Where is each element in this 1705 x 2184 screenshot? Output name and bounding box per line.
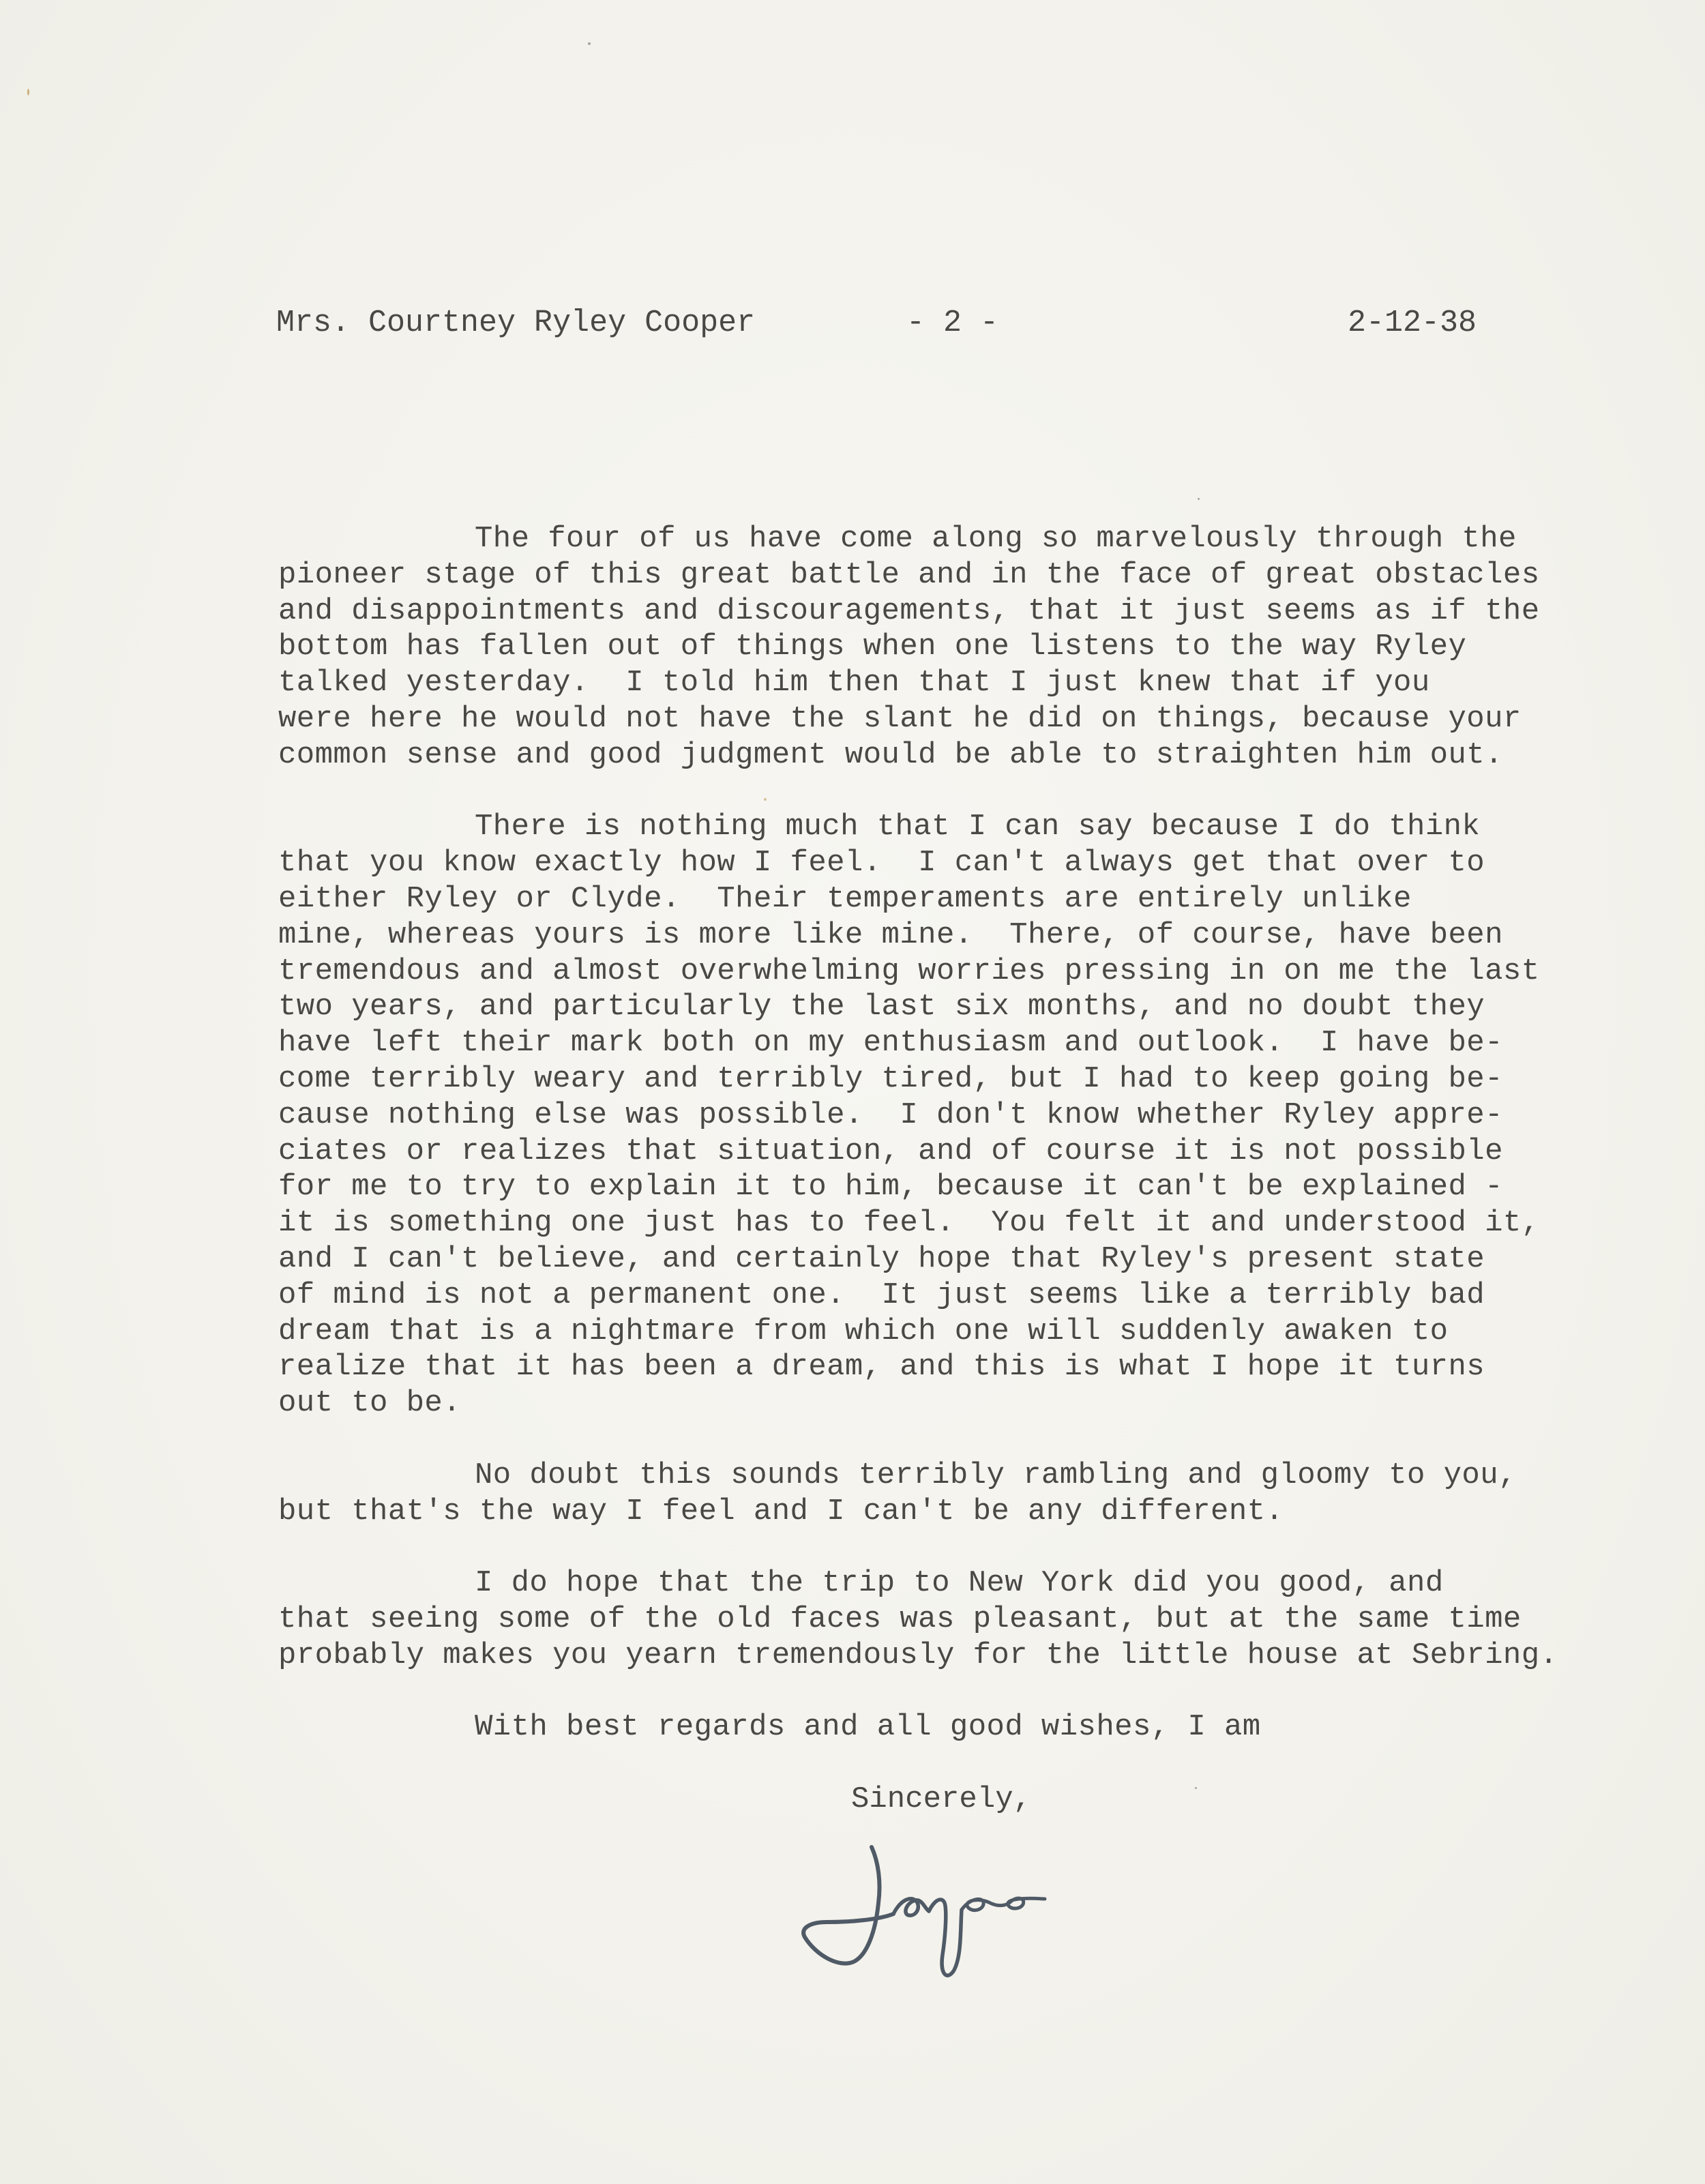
paper-speck	[588, 42, 591, 45]
paragraph-line: I do hope that the trip to New York did you good, and	[475, 1566, 1444, 1601]
paragraph-line: and I can't believe, and certainly hope that Ryley's present state	[278, 1241, 1485, 1276]
paragraph-line: that you know exactly how I feel. I can't always get that over to	[278, 846, 1485, 881]
paragraph-line: There is nothing much that I can say because I do think	[475, 810, 1481, 844]
closing-regards: With best regards and all good wishes, I am	[475, 1710, 1261, 1744]
paragraph-line: and disappointments and discouragements, that it just seems as if the	[278, 593, 1540, 628]
header-date: 2-12-38	[1347, 306, 1477, 340]
paragraph-line: probably makes you yearn tremendously for the little house at Sebring.	[278, 1638, 1558, 1672]
paragraph-line: common sense and good judgment would be able to straighten him out.	[278, 737, 1503, 772]
paragraph-line: dream that is a nightmare from which one will suddenly awaken to	[278, 1314, 1449, 1348]
paragraph-line: but that's the way I feel and I can't be any different.	[278, 1494, 1284, 1529]
paragraph-line: No doubt this sounds terribly rambling and gloomy to you,	[475, 1458, 1517, 1492]
paragraph-line: realize that it has been a dream, and this is what I hope it turns	[278, 1350, 1485, 1385]
closing-regards-block	[278, 1709, 1261, 1745]
letter-header	[276, 304, 1477, 345]
valediction: Sincerely,	[851, 1782, 1032, 1816]
paper-speck	[1195, 1787, 1197, 1789]
letter-body	[278, 521, 1558, 1709]
paragraph-line: for me to try to explain it to him, because it can't be explained -	[278, 1170, 1503, 1205]
header-page-number: - 2 -	[906, 306, 999, 340]
paragraph-line: either Ryley or Clyde. Their temperaments are entirely unlike	[278, 881, 1412, 916]
paragraph-line: have left their mark both on my enthusiasm and outlook. I have be-	[278, 1026, 1503, 1061]
paragraph-line: were here he would not have the slant he did on things, because your	[278, 701, 1522, 736]
paragraph-line: it is something one just has to feel. You felt it and understood it,	[278, 1206, 1540, 1241]
paper-speck	[764, 798, 767, 801]
paragraph	[278, 1458, 1547, 1530]
header-recipient: Mrs. Courtney Ryley Cooper	[276, 306, 756, 340]
paragraph	[278, 521, 1547, 773]
paragraph-line: come terribly weary and terribly tired, but I had to keep going be-	[278, 1061, 1503, 1096]
paragraph	[278, 809, 1547, 1421]
paragraph-line: of mind is not a permanent one. It just seems like a terribly bad	[278, 1278, 1485, 1312]
paper-speck	[27, 89, 29, 95]
handwritten-signature	[791, 1835, 1050, 1985]
paragraph-line: two years, and particularly the last six months, and no doubt they	[278, 990, 1485, 1024]
paragraph-line: out to be.	[278, 1386, 462, 1421]
paragraph-line: pioneer stage of this great battle and in the face of great obstacles	[278, 557, 1540, 592]
paragraph-line: bottom has fallen out of things when one listens to the way Ryley	[278, 630, 1467, 664]
paragraph-line: The four of us have come along so marvelously through the	[475, 522, 1517, 556]
paragraph-line: ciates or realizes that situation, and of course it is not possible	[278, 1134, 1503, 1168]
paragraph-line: mine, whereas yours is more like mine. There, of course, have been	[278, 917, 1503, 952]
paragraph-line: that seeing some of the old faces was pleasant, but at the same time	[278, 1602, 1522, 1636]
paragraph-line: talked yesterday. I told him then that I just knew that if you	[278, 666, 1430, 700]
paragraph-line: cause nothing else was possible. I don't know whether Ryley appre-	[278, 1097, 1503, 1132]
paper-speck	[1198, 498, 1200, 500]
paragraph	[278, 1565, 1558, 1673]
paragraph-line: tremendous and almost overwhelming worries pressing in on me the last	[278, 954, 1540, 988]
